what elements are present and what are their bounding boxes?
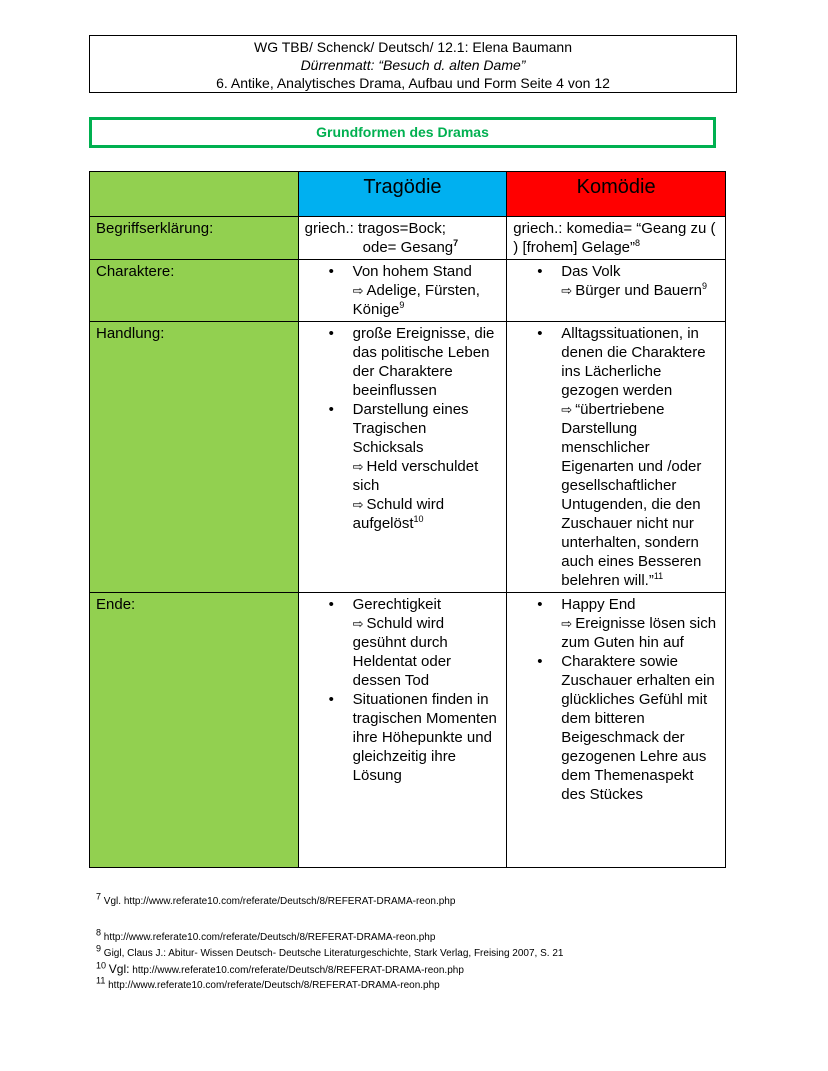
charaktere-kom-sub: Bürger und Bauern: [575, 282, 702, 299]
footnote-number: 8: [96, 927, 102, 938]
table-header-row: [90, 172, 726, 217]
table-row-begriff: [90, 217, 726, 260]
footnote-text: Gigl, Claus J.: Abitur- Wissen Deutsch- Deutsche Literaturgeschichte, Stark Verlag, Freising 2007, S. 21: [103, 948, 564, 959]
arrow-right-icon: ⇨: [561, 283, 573, 298]
cell-charaktere-komoedie: [507, 260, 726, 322]
header-komoedie: Komödie: [507, 172, 726, 217]
handlung-trag-list: [305, 324, 501, 533]
footnote-ref-9: 9: [701, 281, 707, 291]
ende-kom-item2: Charaktere sowie Zuschauer erhalten ein glückliches Gefühl mit dem bitteren Beigeschmack der gezogenen Lehre aus dem Themenaspekt des Stückes: [561, 653, 715, 803]
charaktere-trag-list: [305, 262, 501, 319]
arrow-right-icon: ⇨: [561, 616, 573, 631]
cell-begriff-komoedie: [507, 217, 726, 260]
footnote-prefix: Vgl:: [108, 962, 130, 976]
handlung-trag-item1: große Ereignisse, die das politische Leben der Charaktere beeinflussen: [352, 325, 495, 399]
section-title: Grundformen des Dramas: [89, 117, 716, 148]
footnote-10: [96, 960, 464, 977]
footnote-number: 10: [96, 960, 107, 971]
table-row-handlung: [90, 322, 726, 593]
charaktere-trag-sub: Adelige, Fürsten, Könige: [352, 282, 480, 318]
list-item: [353, 262, 501, 319]
arrow-right-icon: ⇨: [352, 497, 364, 512]
footnote-link[interactable]: http://www.referate10.com/referate/Deutsch/8/REFERAT-DRAMA-reon.php: [123, 896, 456, 907]
arrow-right-icon: ⇨: [561, 402, 573, 417]
list-item: [353, 690, 501, 785]
footnote-prefix: Vgl.: [103, 896, 122, 907]
cell-charaktere-tragoedie: [298, 260, 507, 322]
handlung-trag-sub1: Held verschuldet sich: [352, 458, 479, 494]
ende-kom-sub1: Ereignisse lösen sich zum Guten hin auf: [561, 615, 717, 651]
charaktere-kom-list: [513, 262, 719, 300]
ende-trag-item2: Situationen finden in tragischen Momenten ihre Höhepunkte und gleichzeitig ihre Lösung: [352, 691, 497, 784]
handlung-trag-sub2: Schuld wird aufgelöst: [352, 496, 445, 532]
footnote-ref-10: 10: [413, 514, 424, 524]
list-item: [353, 595, 501, 690]
begriff-trag-line2: ode= Gesang: [362, 239, 454, 256]
list-item: [353, 324, 501, 400]
list-item: [561, 595, 719, 652]
handlung-kom-list: [513, 324, 719, 590]
row-label-ende: Ende:: [90, 593, 299, 868]
drama-forms-table: [89, 171, 726, 868]
footnote-ref-8: 8: [635, 238, 641, 248]
cell-handlung-tragoedie: [298, 322, 507, 593]
header-empty-cell: [90, 172, 299, 217]
list-item: [353, 400, 501, 533]
arrow-right-icon: ⇨: [352, 283, 364, 298]
cell-ende-komoedie: [507, 593, 726, 868]
row-label-charaktere: Charaktere:: [90, 260, 299, 322]
footnote-ref-7: 7: [453, 238, 459, 248]
list-item: [561, 652, 719, 804]
cell-begriff-tragoedie: [298, 217, 507, 260]
handlung-trag-item2: Darstellung eines Tragischen Schicksals: [352, 401, 469, 456]
row-label-begriff: Begriffserklärung:: [90, 217, 299, 260]
header-line-2: Dürrenmatt: “Besuch d. alten Dame”: [300, 57, 526, 73]
table-row-charaktere: [90, 260, 726, 322]
ende-kom-item1: Happy End: [561, 596, 636, 613]
list-item: [561, 262, 719, 300]
footnote-11: [96, 975, 440, 992]
charaktere-kom-item: Das Volk: [561, 263, 621, 280]
footnote-link[interactable]: http://www.referate10.com/referate/Deutsch/8/REFERAT-DRAMA-reon.php: [132, 965, 464, 976]
list-item: [561, 324, 719, 590]
footnote-number: 11: [96, 975, 106, 986]
arrow-right-icon: ⇨: [352, 459, 364, 474]
ende-kom-list: [513, 595, 719, 804]
row-label-handlung: Handlung:: [90, 322, 299, 593]
ende-trag-sub1: Schuld wird gesühnt durch Heldentat oder dessen Tod: [352, 615, 452, 689]
cell-ende-tragoedie: [298, 593, 507, 868]
charaktere-trag-item: Von hohem Stand: [352, 263, 472, 280]
footnote-ref-11: 11: [653, 571, 664, 581]
header-line-1: WG TBB/ Schenck/ Deutsch/ 12.1: Elena Baumann: [253, 39, 572, 55]
footnote-number: 9: [96, 943, 102, 954]
footnote-ref-9: 9: [399, 300, 405, 310]
handlung-kom-sub1: “übertriebene Darstellung menschlicher Eigenarten und /oder gesellschaftlicher Untugenden, die den Zuschauer nicht nur unterhalten, sondern auch eines Besseren belehren will.”: [561, 401, 702, 589]
arrow-right-icon: ⇨: [352, 616, 364, 631]
handlung-kom-item1: Alltagssituationen, in denen die Charaktere ins Lächerliche gezogen werden: [561, 325, 706, 399]
document-header: [89, 35, 737, 93]
cell-handlung-komoedie: [507, 322, 726, 593]
ende-trag-item1: Gerechtigkeit: [352, 596, 442, 613]
header-tragoedie: Tragödie: [298, 172, 507, 217]
begriff-trag-line2-wrap: [305, 238, 501, 257]
table-row-ende: [90, 593, 726, 868]
begriff-trag-line1: griech.: tragos=Bock;: [304, 220, 446, 237]
header-line-3: 6. Antike, Analytisches Drama, Aufbau und Form Seite 4 von 12: [216, 75, 610, 91]
footnote-7: [96, 891, 456, 908]
footnote-number: 7: [96, 891, 102, 902]
footnote-8: [96, 927, 436, 944]
footnote-link[interactable]: http://www.referate10.com/referate/Deutsch/8/REFERAT-DRAMA-reon.php: [103, 932, 436, 943]
ende-trag-list: [305, 595, 501, 785]
footnote-link[interactable]: http://www.referate10.com/referate/Deutsch/8/REFERAT-DRAMA-reon.php: [108, 980, 440, 991]
begriff-kom-text: griech.: komedia= “Geang zu ( ) [frohem] Gelage”: [513, 220, 716, 256]
footnote-9: [96, 943, 564, 960]
